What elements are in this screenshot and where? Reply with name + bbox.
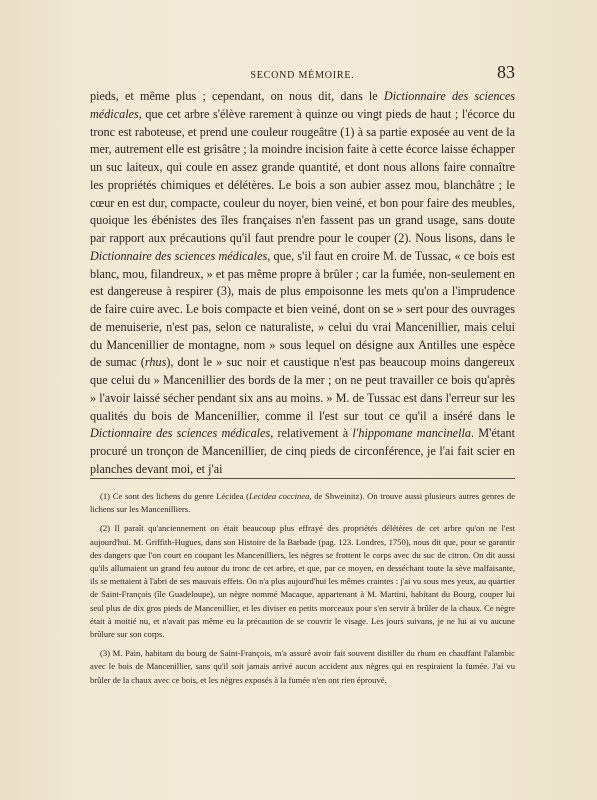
footnote-rule bbox=[90, 478, 515, 479]
text-run: . M'étant procuré un tronçon de Mancenillier, de cinq pieds de circonférence, je l'ai fait scier en planches devant moi, et j'ai bbox=[90, 426, 515, 476]
footnote-2: (2) Il paraît qu'anciennement on était beaucoup plus effrayé des propriétés délétères de cet arbre qu'on ne l'est aujourd'hui. M. Griffith-Hugues, dans son Histoire de la Barbade (pag. 123. Londres, 1750), nous dit que, pour se garantir des dangers que l'on court en coupant les Mancenilliers, les nègres se frottent le corps avec du suc de citron. On dit aussi qu'ils allumaient un grand feu autour du tronc de cet arbre, et que, par ce moyen, en desséchant toute la sève malfaisante, ils se mettaient à l'abri de ses mauvais effets. On n'a plus aujourd'hui les mêmes craintes : j'ai vu sous mes yeux, au quartier de Saint-François (île Guadeloupe), un nègre nommé Macaque, appartenant à M. Martini, habitant du Bourg, couper lui seul plus de dix gros pieds de Mancenillier, et les diviser en petits morceaux pour s'en servir à brûler de la chaux. Ce nègre était à moitié nu, et n'avait pas même eu la précaution de se couvrir le visage. Les jours suivans, je ne lui ai vu aucune brûlure sur son corps. bbox=[90, 523, 515, 640]
text-run: , de Shweinitz). On trouve aussi plusieurs autres genres de lichens sur les Mancenilliers. bbox=[90, 491, 516, 515]
italic-title: Dictionnaire des sciences médicales bbox=[90, 89, 515, 121]
text-run: , que cet arbre s'élève rarement à quinze ou vingt pieds de haut ; l'écorce du tronc est raboteuse, et prend une couleur rougeâtre (1) à sa partie exposée au vent de la mer, autrement elle est grisâtre ; la moindre incision faite à cette écorce laisse échapper un suc laiteux, qui coule en assez grande quantité, et dont nous allons faire connaître les propriétés chimiques et délétères. Le bois a son aubier assez mou, blanchâtre ; le cœur en est dur, compacte, couleur du noyer, bien veiné, et bon pour faire des meubles, quoique les ébénistes des îles françaises n'en fassent pas un grand usage, sans doute par rapport aux précautions qu'il faut prendre pour le couper (2). Nous lisons, dans le bbox=[90, 106, 515, 245]
italic-species: l'hippomane mancinella bbox=[352, 426, 471, 441]
text-run: , relativement à bbox=[270, 426, 353, 441]
text-run: ), dont le » suc noir et caustique n'est pas beaucoup moins dangereux que celui du » Mancenillier des bords de la mer ; on ne peut travailler ce bois qu'après » l'avoir laissé sécher pendant six ans au moins. » M. de Tussac est dans l'erreur sur les qualités du bois de Mancenillier, comme il l'est sur tout ce qu'il a inséré dans le bbox=[90, 355, 516, 423]
main-paragraph bbox=[90, 88, 515, 479]
text-run: pieds, et même plus ; cependant, on nous dit, dans le bbox=[90, 89, 384, 103]
page-header bbox=[90, 62, 515, 86]
italic-term: rhus bbox=[144, 355, 167, 370]
text-run: , que, s'il faut en croire M. de Tussac, « ce bois est blanc, mou, filandreux, » et pas même propre à brûler ; car la fumée, non-seulement en est dangereuse à respirer (3), mais de plus empoisonne les mets qu'on a l'imprudence de faire cuire avec. Le bois compacte et bien veiné, dont on se » sert pour des ouvrages de menuiserie, n'est pas, selon ce naturaliste, » celui du vrai Mancenillier, mais celui du Mancenillier de montagne, nom » sous lequel on désigne aux Antilles une espèce de sumac ( bbox=[90, 248, 515, 370]
italic-title: Dictionnaire des sciences médicales bbox=[90, 248, 268, 263]
footnote-3: (3) M. Pain, habitant du bourg de Saint-François, m'a assuré avoir fait souvent distiller du rhum en chauffant l'alambic avec le bois de Mancenillier, sans qu'il soit jamais arrivé aucun accident aux nègres qui en respiraient la fumée. J'ai vu brûler de la chaux avec ce bois, et les nègres exposés à la fumée n'en ont rien éprouvé. bbox=[90, 648, 515, 685]
text-run: (1) Ce sont des lichens du genre Lécidea ( bbox=[100, 491, 249, 501]
running-head: SECOND MÉMOIRE. bbox=[250, 70, 355, 81]
footnotes bbox=[90, 490, 515, 693]
footnote-1 bbox=[90, 490, 515, 516]
italic-species: Lecidea coccinea bbox=[248, 491, 310, 501]
main-text bbox=[90, 88, 515, 479]
italic-title: Dictionnaire des sciences médicales bbox=[90, 426, 271, 441]
page-number: 83 bbox=[497, 62, 515, 82]
